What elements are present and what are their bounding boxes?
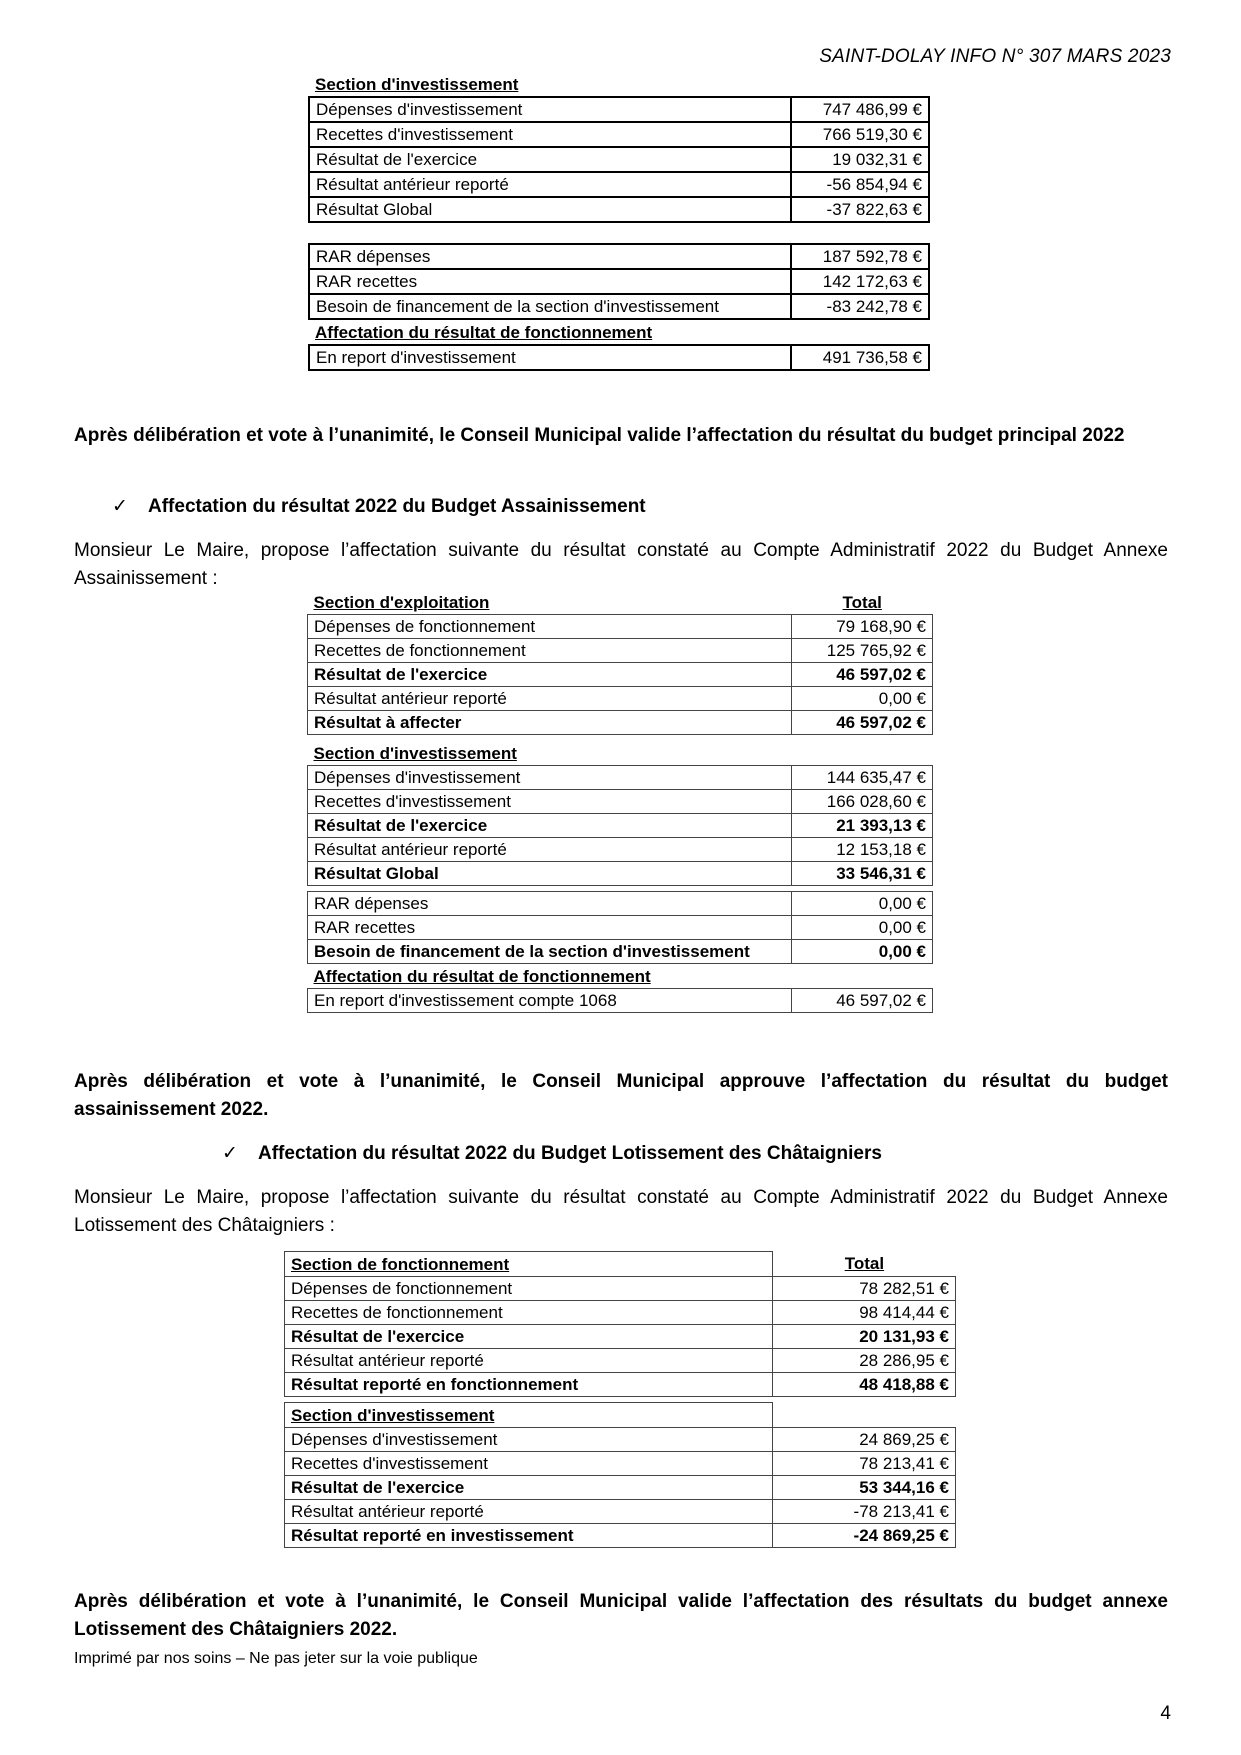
table-row (285, 1500, 956, 1524)
row-value: 0,00 € (792, 892, 933, 916)
row-value: 19 032,31 € (791, 147, 929, 172)
row-value: -83 242,78 € (791, 294, 929, 319)
row-value: 78 213,41 € (773, 1452, 956, 1476)
row-label: Dépenses d'investissement (285, 1428, 773, 1452)
row-label: Dépenses d'investissement (308, 766, 792, 790)
table-row (285, 1428, 956, 1452)
checkmark-icon: ✓ (222, 1143, 238, 1164)
row-label: RAR recettes (309, 269, 791, 294)
checklist-label: Affectation du résultat 2022 du Budget Assainissement (148, 496, 646, 517)
table-row (309, 244, 929, 269)
affectation-title: Affectation du résultat de fonctionnement (313, 966, 651, 986)
table-row (308, 766, 933, 790)
table-row (285, 1373, 956, 1397)
table-row (308, 663, 933, 687)
empty-cell (773, 1403, 956, 1428)
row-label: Dépenses de fonctionnement (285, 1277, 773, 1301)
row-value: 766 519,30 € (791, 122, 929, 147)
table-row (308, 892, 933, 916)
table-row (308, 615, 933, 639)
lotissement-table (284, 1251, 956, 1548)
row-label: En report d'investissement compte 1068 (308, 989, 792, 1013)
row-label: Résultat de l'exercice (308, 814, 792, 838)
table-row (308, 916, 933, 940)
table-row (308, 711, 933, 735)
row-label: Résultat de l'exercice (285, 1325, 773, 1349)
row-value: 12 153,18 € (792, 838, 933, 862)
row-value: -37 822,63 € (791, 197, 929, 222)
table-row (285, 1277, 956, 1301)
section-title: Section d'investissement (313, 743, 517, 763)
table-row (308, 940, 933, 964)
table-row (309, 97, 929, 122)
table-row (309, 147, 929, 172)
deliberation-text-3: Après délibération et vote à l’unanimité, le Conseil Municipal valide l’affectation des résultats du budget annexe Lotissement des Châtaigniers 2022. (74, 1591, 1168, 1640)
table-row (309, 294, 929, 319)
table-row (308, 639, 933, 663)
row-label: Résultat antérieur reporté (285, 1500, 773, 1524)
table-row (309, 122, 929, 147)
row-label: Résultat reporté en fonctionnement (285, 1373, 773, 1397)
row-label: Résultat Global (309, 197, 791, 222)
table-row (308, 814, 933, 838)
row-label: Besoin de financement de la section d'investissement (308, 940, 792, 964)
section-title: Section de fonctionnement (285, 1252, 773, 1277)
table-row (308, 687, 933, 711)
section-title: Section d'investissement (315, 74, 519, 94)
deliberation-text-2: Après délibération et vote à l’unanimité, le Conseil Municipal approuve l’affectation du résultat du budget assainissement 2022. (74, 1071, 1168, 1120)
row-value: 144 635,47 € (792, 766, 933, 790)
total-header: Total (842, 592, 882, 612)
table-row (285, 1349, 956, 1373)
row-value: 98 414,44 € (773, 1301, 956, 1325)
assainissement-table (307, 590, 933, 1013)
row-value: 166 028,60 € (792, 790, 933, 814)
row-value: 0,00 € (792, 687, 933, 711)
row-value: 21 393,13 € (792, 814, 933, 838)
row-label: Recettes d'investissement (309, 122, 791, 147)
row-label: Résultat antérieur reporté (285, 1349, 773, 1373)
table-row (285, 1524, 956, 1548)
row-value: 491 736,58 € (791, 345, 929, 370)
proposal-text-2: Monsieur Le Maire, propose l’affectation suivante du résultat constaté au Compte Administratif 2022 du Budget Annexe Lotissement des Châtaigniers : (74, 1187, 1168, 1236)
row-label: RAR dépenses (309, 244, 791, 269)
row-value: 0,00 € (792, 916, 933, 940)
table-row (308, 838, 933, 862)
row-value: 142 172,63 € (791, 269, 929, 294)
row-value: 187 592,78 € (791, 244, 929, 269)
row-label: RAR dépenses (308, 892, 792, 916)
row-label: Recettes de fonctionnement (285, 1301, 773, 1325)
row-value: 53 344,16 € (773, 1476, 956, 1500)
row-value: -78 213,41 € (773, 1500, 956, 1524)
row-label: Recettes d'investissement (285, 1452, 773, 1476)
row-value: 46 597,02 € (792, 989, 933, 1013)
section-title: Section d'investissement (285, 1403, 773, 1428)
checklist-item-lotissement (222, 1142, 882, 1165)
table-row (285, 1476, 956, 1500)
table-row (285, 1325, 956, 1349)
table-row (308, 862, 933, 886)
table-row (285, 1452, 956, 1476)
row-label: En report d'investissement (309, 345, 791, 370)
table-row (309, 269, 929, 294)
page-header: SAINT-DOLAY INFO N° 307 MARS 2023 (819, 46, 1171, 67)
row-label: Résultat reporté en investissement (285, 1524, 773, 1548)
table-row (285, 1301, 956, 1325)
row-label: Résultat de l'exercice (308, 663, 792, 687)
row-label: Résultat antérieur reporté (308, 838, 792, 862)
row-value: 747 486,99 € (791, 97, 929, 122)
deliberation-text-1: Après délibération et vote à l’unanimité, le Conseil Municipal valide l’affectation du résultat du budget principal 2022 (74, 425, 1125, 446)
row-label: Résultat Global (308, 862, 792, 886)
proposal-text-1: Monsieur Le Maire, propose l’affectation suivante du résultat constaté au Compte Administratif 2022 du Budget Annexe Assainissement : (74, 540, 1168, 589)
checklist-label: Affectation du résultat 2022 du Budget Lotissement des Châtaigniers (258, 1143, 882, 1164)
checkmark-icon: ✓ (112, 496, 128, 517)
row-label: Résultat à affecter (308, 711, 792, 735)
row-value: 48 418,88 € (773, 1373, 956, 1397)
row-value: -24 869,25 € (773, 1524, 956, 1548)
investment-table (308, 72, 930, 371)
affectation-title: Affectation du résultat de fonctionnement (315, 322, 653, 342)
row-label: Résultat antérieur reporté (308, 687, 792, 711)
checklist-item-assainissement (112, 495, 646, 518)
section-title: Section d'exploitation (308, 590, 792, 615)
row-value: 78 282,51 € (773, 1277, 956, 1301)
row-label: Dépenses d'investissement (309, 97, 791, 122)
total-header: Total (844, 1254, 885, 1274)
table-row (308, 790, 933, 814)
row-label: RAR recettes (308, 916, 792, 940)
row-value: 24 869,25 € (773, 1428, 956, 1452)
row-value: 46 597,02 € (792, 663, 933, 687)
row-value: 0,00 € (792, 940, 933, 964)
row-label: Dépenses de fonctionnement (308, 615, 792, 639)
row-value: 79 168,90 € (792, 615, 933, 639)
row-label: Résultat de l'exercice (285, 1476, 773, 1500)
row-label: Recettes de fonctionnement (308, 639, 792, 663)
footer-note: Imprimé par nos soins – Ne pas jeter sur la voie publique (74, 1650, 478, 1667)
row-label: Besoin de financement de la section d'investissement (309, 294, 791, 319)
table-row (309, 172, 929, 197)
row-value: 125 765,92 € (792, 639, 933, 663)
table-row (309, 197, 929, 222)
row-value: 20 131,93 € (773, 1325, 956, 1349)
row-label: Résultat de l'exercice (309, 147, 791, 172)
row-value: 33 546,31 € (792, 862, 933, 886)
row-label: Recettes d'investissement (308, 790, 792, 814)
row-value: -56 854,94 € (791, 172, 929, 197)
page-number: 4 (1160, 1703, 1171, 1724)
row-value: 28 286,95 € (773, 1349, 956, 1373)
row-label: Résultat antérieur reporté (309, 172, 791, 197)
row-value: 46 597,02 € (792, 711, 933, 735)
